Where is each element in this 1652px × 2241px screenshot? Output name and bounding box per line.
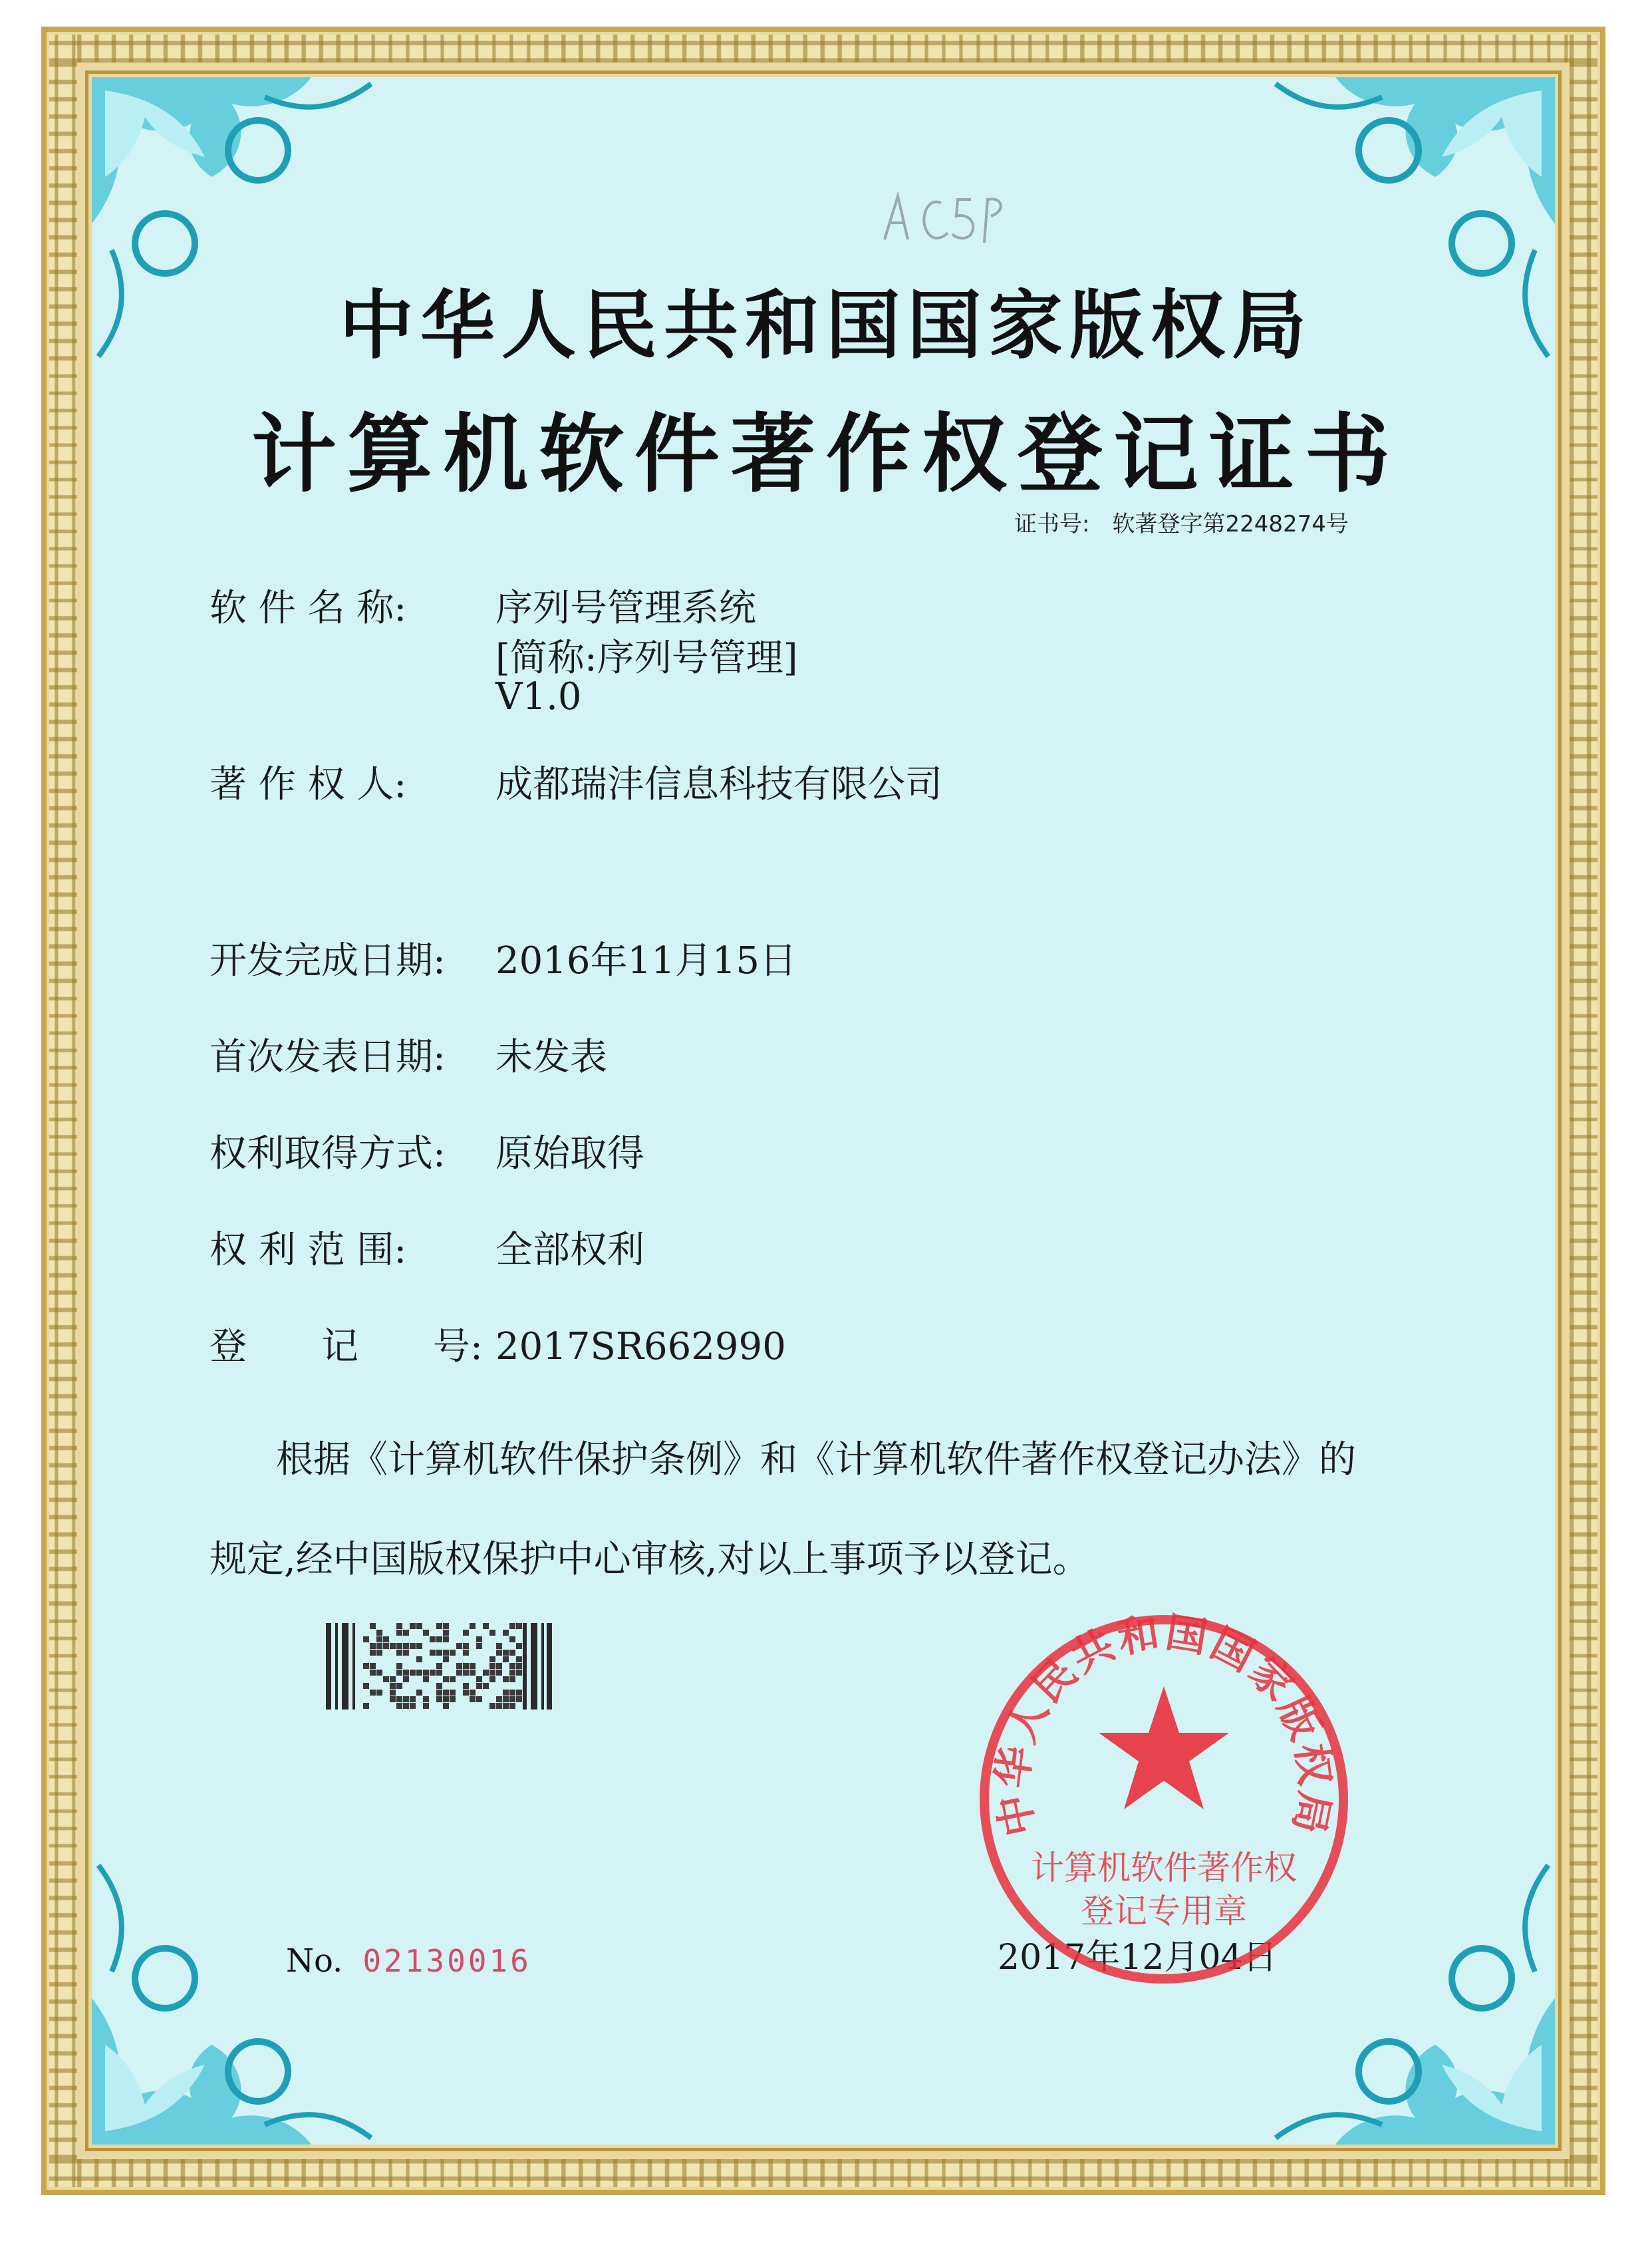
authority-title: 中华人民共和国国家版权局 bbox=[339, 282, 1313, 369]
field-value: 成都瑞沣信息科技有限公司 bbox=[495, 763, 942, 806]
barcode bbox=[326, 1623, 552, 1710]
issue-date: 2017年12月04日 bbox=[998, 1938, 1278, 1978]
field-first-publication bbox=[209, 1028, 607, 1081]
field-abbreviation: [简称:序列号管理] bbox=[495, 637, 798, 680]
seal-line-1: 计算机软件著作权 bbox=[1031, 1849, 1297, 1887]
serial-value: 02130016 bbox=[362, 1943, 531, 1979]
official-seal bbox=[971, 1606, 1357, 1992]
serial-label: No. bbox=[286, 1942, 343, 1980]
handwritten-note bbox=[878, 186, 1011, 246]
certificate-number-label: 证书号: bbox=[1014, 511, 1090, 537]
field-version: V1.0 bbox=[495, 675, 582, 718]
field-label: 软 件 名 称: bbox=[209, 587, 407, 630]
certificate-number-value: 软著登字第2248274号 bbox=[1112, 511, 1349, 537]
field-value: 原始取得 bbox=[495, 1132, 644, 1175]
field-acquisition-method bbox=[209, 1124, 644, 1177]
field-software-name bbox=[209, 579, 756, 632]
corner-ornament-bottom-left bbox=[92, 1859, 378, 2145]
serial-number bbox=[286, 1942, 531, 1980]
statement-line-2: 规定,经中国版权保护中心审核,对以上事项予以登记。 bbox=[209, 1538, 1090, 1581]
field-label: 权 利 范 围: bbox=[209, 1229, 407, 1272]
field-label: 著 作 权 人: bbox=[209, 763, 407, 806]
field-label: 登 记 号: bbox=[209, 1325, 483, 1368]
field-registration-number bbox=[209, 1317, 786, 1370]
field-rights-scope bbox=[209, 1221, 644, 1274]
field-value: 未发表 bbox=[495, 1036, 607, 1079]
field-value: 2017SR662990 bbox=[495, 1325, 786, 1368]
certificate-title: 计算机软件著作权登记证书 bbox=[251, 404, 1401, 504]
certificate-number bbox=[1014, 506, 1371, 538]
field-label: 开发完成日期: bbox=[209, 939, 446, 982]
field-value: 序列号管理系统 bbox=[495, 587, 756, 630]
field-copyright-owner bbox=[209, 755, 942, 808]
seal-line-2: 登记专用章 bbox=[1081, 1892, 1247, 1930]
field-label: 权利取得方式: bbox=[209, 1132, 446, 1175]
statement-line-1: 根据《计算机软件保护条例》和《计算机软件著作权登记办法》的 bbox=[276, 1438, 1356, 1481]
field-development-date bbox=[209, 931, 797, 984]
seal-arc-text: 中华人民共和国国家版权局 bbox=[987, 1607, 1341, 1841]
field-label: 首次发表日期: bbox=[209, 1036, 446, 1079]
field-value: 全部权利 bbox=[495, 1229, 644, 1272]
field-value: 2016年11月15日 bbox=[495, 939, 797, 982]
